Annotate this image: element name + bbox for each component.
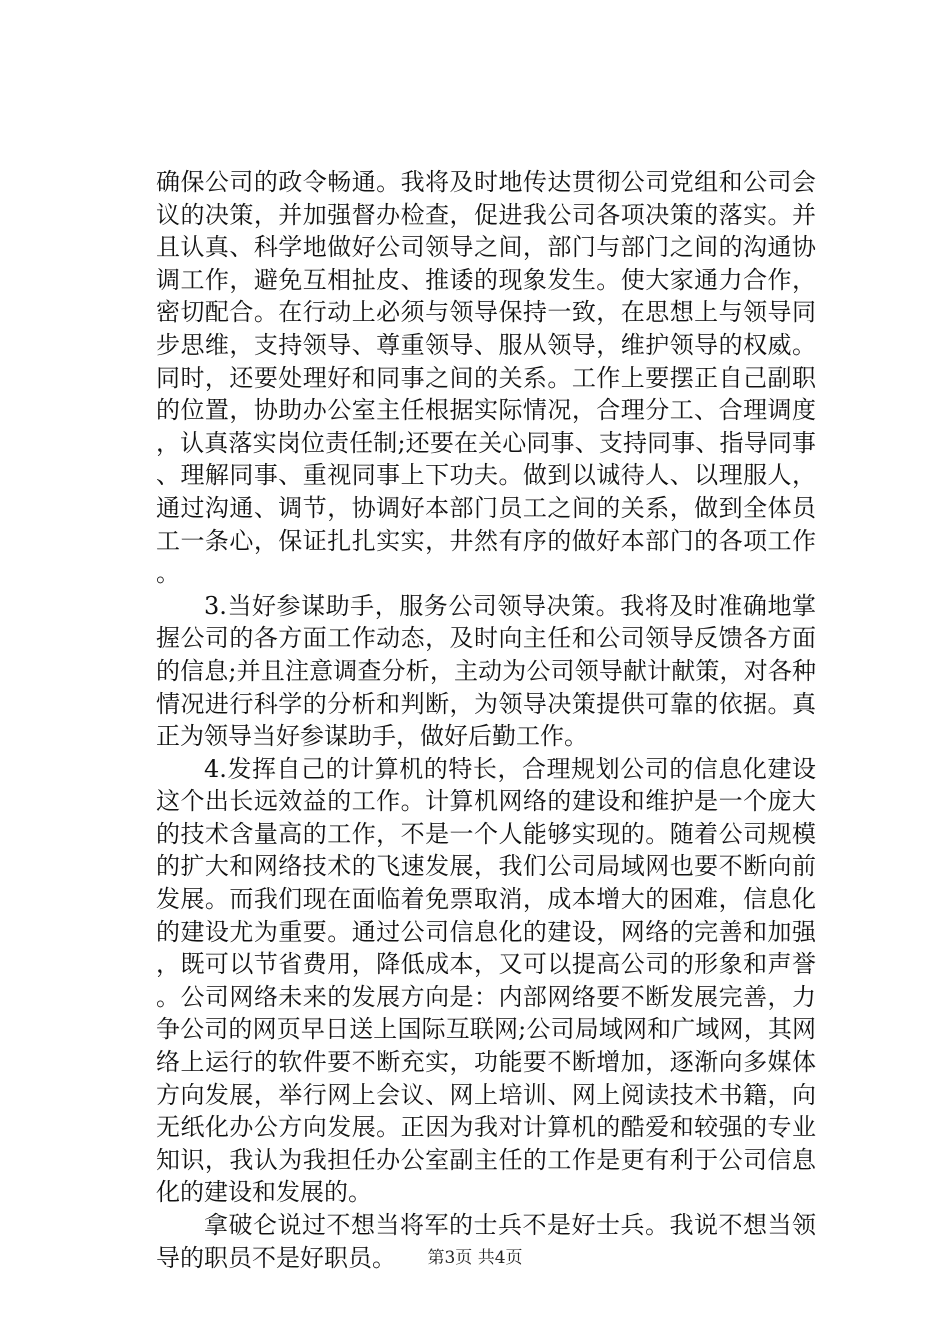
body-text [156, 166, 816, 1274]
paragraph-it-planning: 4.发挥自己的计算机的特长，合理规划公司的信息化建设这个出长远效益的工作。计算机网络的建设和维护是一个庞大的技术含量高的工作，不是一个人能够实现的。随着公司规模的扩大和网络技术的飞速发展，我们公司局域网也要不断向前发展。而我们现在面临着免票取消，成本增大的困难，信息化的建设尤为重要。通过公司信息化的建设，网络的完善和加强，既可以节省费用，降低成本，又可以提高公司的形象和声誉。公司网络未来的发展方向是：内部网络要不断发展完善，力争公司的网页早日送上国际互联网;公司局域网和广域网，其网络上运行的软件要不断充实，功能要不断增加，逐渐向多媒体方向发展，举行网上会议、网上培训、网上阅读技术书籍，向无纸化办公方向发展。正因为我对计算机的酷爱和较强的专业知识，我认为我担任办公室副主任的工作是更有利于公司信息化的建设和发展的。 [156, 754, 816, 1207]
paragraph-advisor: 3.当好参谋助手，服务公司领导决策。我将及时准确地掌握公司的各方面工作动态，及时向主任和公司领导反馈各方面的信息;并且注意调查分析，主动为公司领导献计献策，对各种情况进行科学的分析和判断，为领导决策提供可靠的依据。真正为领导当好参谋助手，做好后勤工作。 [156, 591, 816, 751]
paragraph-coordination: 确保公司的政令畅通。我将及时地传达贯彻公司党组和公司会议的决策，并加强督办检查，促进我公司各项决策的落实。并且认真、科学地做好公司领导之间，部门与部门之间的沟通协调工作，避免互相扯皮、推诿的现象发生。使大家通力合作，密切配合。在行动上必须与领导保持一致，在思想上与领导同步思维，支持领导、尊重领导、服从领导，维护领导的权威。同时，还要处理好和同事之间的关系。工作上要摆正自己副职的位置，协助办公室主任根据实际情况，合理分工、合理调度，认真落实岗位责任制;还要在关心同事、支持同事、指导同事、理解同事、重视同事上下功夫。做到以诚待人、以理服人，通过沟通、调节，协调好本部门员工之间的关系，做到全体员工一条心，保证扎扎实实，井然有序的做好本部门的各项工作。 [156, 168, 816, 588]
paragraph-closing-quote: 拿破仑说过不想当将军的士兵不是好士兵。我说不想当领导的职员不是好职员。 [156, 1211, 816, 1272]
page-number-footer: 第3页 共4页 [427, 1248, 523, 1268]
